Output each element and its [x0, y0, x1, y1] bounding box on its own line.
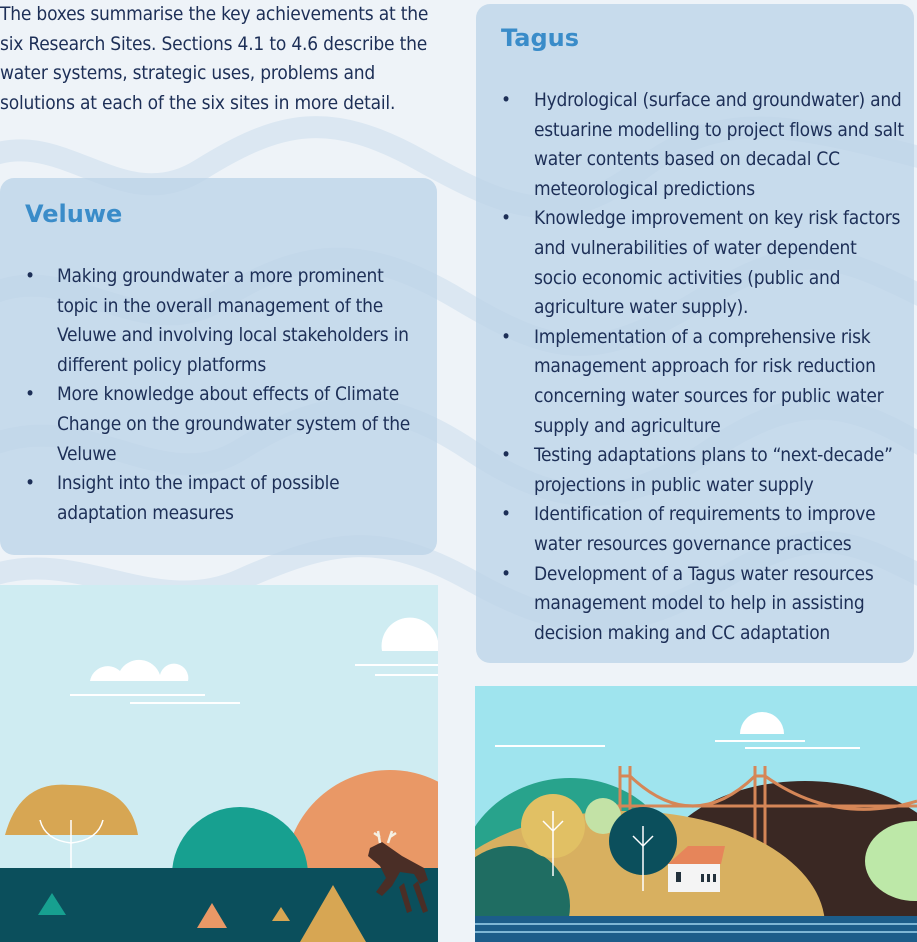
tagus-achievements-list [534, 86, 904, 648]
list-item: • Identification of requirements to improve water resources governance practices [534, 500, 904, 559]
veluwe-title: Veluwe [25, 200, 123, 228]
list-item: • Hydrological (surface and groundwater) and estuarine modelling to project flows and salt water contents based on decadal CC meteorological predictions [534, 86, 904, 204]
veluwe-achievements-box [0, 178, 437, 555]
tagus-landscape-illustration [475, 686, 917, 942]
tagus-achievements-box [476, 4, 914, 663]
list-item: • Implementation of a comprehensive risk management approach for risk reduction concerning water sources for public water supply and agriculture [534, 323, 904, 441]
list-item: • Making groundwater a more prominent topic in the overall management of the Veluwe and involving local stakeholders in different policy platforms [57, 262, 427, 380]
list-item: • Knowledge improvement on key risk factors and vulnerabilities of water dependent socio economic activities (public and agriculture water supply). [534, 204, 904, 322]
list-item: • Testing adaptations plans to “next-decade” projections in public water supply [534, 441, 904, 500]
veluwe-landscape-illustration [0, 585, 438, 942]
veluwe-achievements-list [57, 262, 427, 528]
list-item: • Insight into the impact of possible adaptation measures [57, 469, 427, 528]
list-item: • Development of a Tagus water resources management model to help in assisting decision making and CC adaptation [534, 560, 904, 649]
list-item: • More knowledge about effects of Climate Change on the groundwater system of the Veluwe [57, 380, 427, 469]
intro-paragraph: The boxes summarise the key achievements at the six Research Sites. Sections 4.1 to 4.6 describe the water systems, strategic uses, problems and solutions at each of the six sites in more detail. [0, 3, 429, 114]
tagus-title: Tagus [501, 24, 580, 52]
